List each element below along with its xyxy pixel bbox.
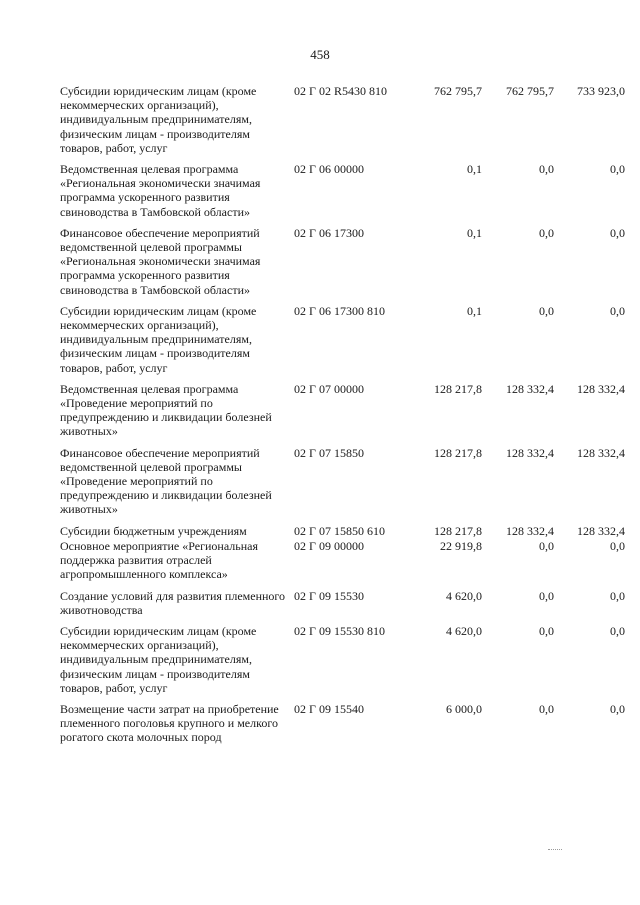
table-row xyxy=(60,702,625,752)
row-value-1: 128 217,8 xyxy=(434,523,482,538)
row-code: 02 Г 07 15850 610 xyxy=(294,523,385,538)
row-value-3: 0,0 xyxy=(610,225,625,240)
row-value-1: 128 217,8 xyxy=(434,445,482,460)
row-value-2: 0,0 xyxy=(539,701,554,716)
row-value-2: 0,0 xyxy=(539,162,554,177)
row-value-3: 0,0 xyxy=(610,701,625,716)
row-code: 02 Г 09 15540 xyxy=(294,701,364,716)
scan-mark xyxy=(548,846,562,850)
row-code: 02 Г 07 15850 xyxy=(294,445,364,460)
table-row xyxy=(60,304,625,382)
row-name: Финансовое обеспечение мероприятий ведомственной целевой программы «Региональная экономически значимая программа ускоренного развития свиноводства в Тамбовской области» xyxy=(60,225,261,297)
table-row xyxy=(60,162,625,226)
row-value-2: 0,0 xyxy=(539,538,554,553)
row-name: Субсидии юридическим лицам (кроме некоммерческих организаций), индивидуальным предпринимателям, физическим лицам - производителям товаров, работ, услуг xyxy=(60,303,257,375)
budget-table xyxy=(60,84,625,752)
row-value-2: 128 332,4 xyxy=(506,381,554,396)
row-code: 02 Г 09 00000 xyxy=(294,538,364,553)
row-name: Субсидии юридическим лицам (кроме некоммерческих организаций), индивидуальным предпринимателям, физическим лицам - производителям товаров, работ, услуг xyxy=(60,84,257,155)
row-name: Создание условий для развития племенного животноводства xyxy=(60,588,286,617)
table-row xyxy=(60,539,625,589)
page-number: 458 xyxy=(310,47,330,62)
row-value-1: 0,1 xyxy=(467,225,482,240)
row-value-1: 128 217,8 xyxy=(434,381,482,396)
row-value-1: 0,1 xyxy=(467,162,482,177)
table-row xyxy=(60,382,625,446)
row-value-1: 4 620,0 xyxy=(446,623,482,638)
row-name: Ведомственная целевая программа «Региональная экономически значимая программа ускоренного развития свиноводства в Тамбовской области» xyxy=(60,162,261,219)
row-value-3: 0,0 xyxy=(610,303,625,318)
table-row xyxy=(60,84,625,162)
row-value-1: 6 000,0 xyxy=(446,701,482,716)
table-row xyxy=(60,589,625,624)
row-name: Возмещение части затрат на приобретение племенного поголовья крупного и мелкого рогатого скота молочных пород xyxy=(60,701,279,745)
row-value-2: 0,0 xyxy=(539,225,554,240)
row-name: Субсидии юридическим лицам (кроме некоммерческих организаций), индивидуальным предпринимателям, физическим лицам - производителям товаров, работ, услуг xyxy=(60,623,257,695)
row-name: Финансовое обеспечение мероприятий ведомственной целевой программы «Проведение мероприятий по предупреждению и ликвидации болезней животных» xyxy=(60,445,272,517)
row-value-1: 4 620,0 xyxy=(446,588,482,603)
row-value-1: 0,1 xyxy=(467,303,482,318)
table-row xyxy=(60,524,625,539)
row-value-3: 0,0 xyxy=(610,623,625,638)
row-code: 02 Г 07 00000 xyxy=(294,381,364,396)
row-value-3: 0,0 xyxy=(610,588,625,603)
row-code: 02 Г 06 17300 810 xyxy=(294,303,385,318)
row-code: 02 Г 09 15530 810 xyxy=(294,623,385,638)
row-code: 02 Г 09 15530 xyxy=(294,588,364,603)
table-row xyxy=(60,624,625,702)
row-value-2: 0,0 xyxy=(539,303,554,318)
row-value-3: 733 923,0 xyxy=(577,84,625,98)
row-code: 02 Г 02 R5430 810 xyxy=(294,84,387,98)
table-row xyxy=(60,446,625,524)
row-value-3: 128 332,4 xyxy=(577,381,625,396)
budget-table-body xyxy=(60,84,625,752)
row-value-2: 128 332,4 xyxy=(506,445,554,460)
row-value-2: 0,0 xyxy=(539,623,554,638)
row-value-3: 128 332,4 xyxy=(577,445,625,460)
row-name: Ведомственная целевая программа «Проведение мероприятий по предупреждению и ликвидации болезней животных» xyxy=(60,381,272,439)
row-value-1: 22 919,8 xyxy=(440,538,482,553)
row-value-2: 762 795,7 xyxy=(506,84,554,98)
row-name: Основное мероприятие «Региональная поддержка развития отраслей агропромышленного комплекса» xyxy=(60,538,259,582)
row-value-1: 762 795,7 xyxy=(434,84,482,98)
row-value-3: 0,0 xyxy=(610,162,625,177)
row-value-3: 0,0 xyxy=(610,538,625,553)
row-value-2: 0,0 xyxy=(539,588,554,603)
row-code: 02 Г 06 17300 xyxy=(294,225,364,240)
row-name: Субсидии бюджетным учреждениям xyxy=(60,523,247,538)
table-row xyxy=(60,226,625,304)
row-code: 02 Г 06 00000 xyxy=(294,162,364,177)
row-value-2: 128 332,4 xyxy=(506,523,554,538)
row-value-3: 128 332,4 xyxy=(577,523,625,538)
